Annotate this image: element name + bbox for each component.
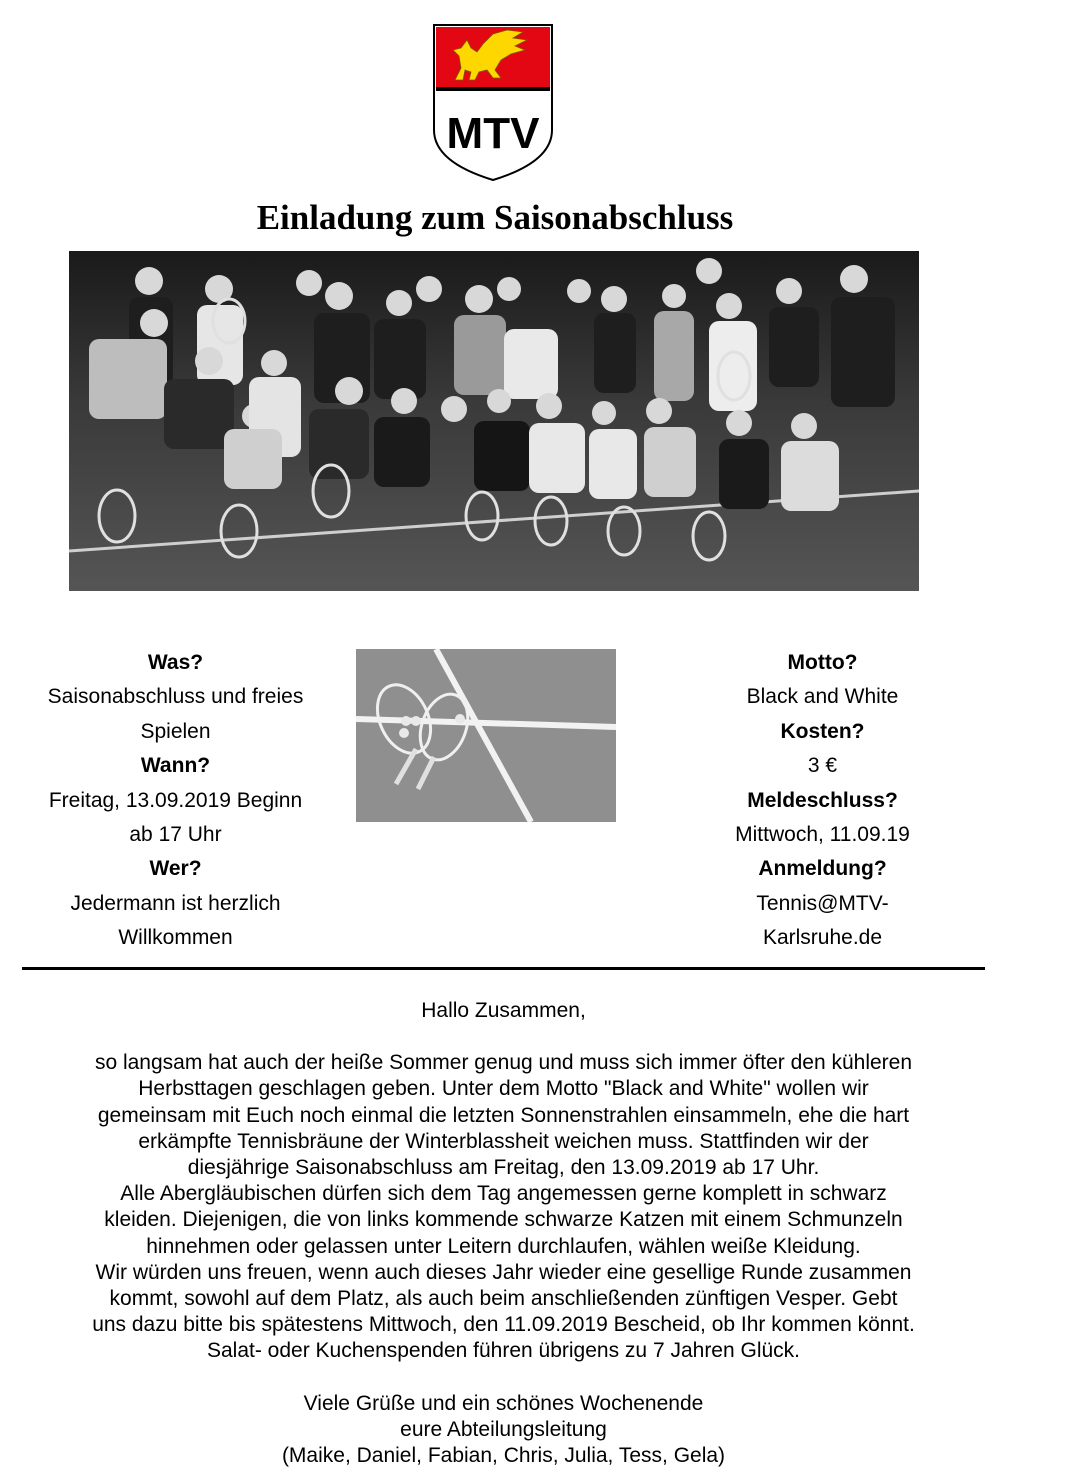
anmeldung-email-line2[interactable]: Karlsruhe.de	[762, 926, 883, 950]
was-value-line1: Saisonabschluss und freies	[47, 685, 304, 709]
letter-line: Wir würden uns freuen, wenn auch dieses Jahr wieder eine gesellige Runde zusammen	[95, 1260, 912, 1284]
anmeldung-email-line1[interactable]: Tennis@MTV-	[756, 891, 889, 915]
was-value-line2: Spielen	[140, 719, 211, 743]
was-label: Was?	[147, 651, 204, 674]
group-photo	[69, 251, 919, 591]
info-left-column	[22, 646, 329, 956]
kosten-label: Kosten?	[780, 719, 865, 743]
meldeschluss-value: Mittwoch, 11.09.19	[735, 823, 910, 847]
wann-value-line2: ab 17 Uhr	[129, 823, 222, 847]
wann-value-line1: Freitag, 13.09.2019 Beginn	[48, 788, 303, 812]
closing-line: eure Abteilungsleitung	[400, 1417, 607, 1441]
letter-line: diesjährige Saisonabschluss am Freitag, den 13.09.2019 ab 17 Uhr.	[187, 1156, 820, 1180]
divider	[22, 967, 985, 970]
signature-names: (Maike, Daniel, Fabian, Chris, Julia, Tess, Gela)	[281, 1444, 726, 1468]
closing-line: Viele Grüße und ein schönes Wochenende	[303, 1391, 704, 1415]
letter-line: Alle Abergläubischen dürfen sich dem Tag angemessen gerne komplett in schwarz	[120, 1182, 887, 1206]
motto-label: Motto?	[787, 651, 858, 674]
letter-line: Salat- oder Kuchenspenden führen übrigens zu 7 Jahren Glück.	[206, 1339, 801, 1363]
wann-label: Wann?	[140, 754, 211, 778]
page-title: Einladung zum Saisonabschluss	[256, 198, 734, 237]
letter-line: hinnehmen oder gelassen unter Leitern durchlaufen, wählen weiße Kleidung.	[146, 1234, 861, 1258]
letter-body	[22, 998, 985, 1469]
letter-line: so langsam hat auch der heiße Sommer genug und muss sich immer öfter den kühleren	[94, 1051, 913, 1075]
letter-line: kleiden. Diejenigen, die von links kommende schwarze Katzen mit einem Schmunzeln	[104, 1208, 903, 1232]
anmeldung-label: Anmeldung?	[758, 857, 887, 881]
wer-value-line1: Jedermann ist herzlich	[70, 891, 281, 915]
letter-line: kommt, sowohl auf dem Platz, als auch beim anschließenden zünftigen Vesper. Gebt	[109, 1287, 898, 1311]
letter-line: gemeinsam mit Euch noch einmal die letzten Sonnenstrahlen einsammeln, ehe die hart	[97, 1103, 910, 1127]
mtv-logo	[431, 22, 555, 182]
meldeschluss-label: Meldeschluss?	[747, 788, 898, 812]
greeting: Hallo Zusammen,	[421, 999, 586, 1022]
motto-value: Black and White	[746, 685, 899, 709]
info-right-column	[680, 646, 965, 956]
wer-label: Wer?	[149, 857, 202, 881]
svg-text:MTV: MTV	[446, 109, 540, 158]
letter-line: Herbsttagen geschlagen geben. Unter dem Motto "Black and White" wollen wir	[138, 1077, 869, 1101]
letter-line: uns dazu bitte bis spätestens Mittwoch, den 11.09.2019 Bescheid, ob Ihr kommen könnt.	[92, 1313, 915, 1337]
kosten-value: 3 €	[807, 754, 838, 778]
letter-line: erkämpfte Tennisbräune der Winterblassheit weichen muss. Stattfinden wir der	[138, 1129, 869, 1153]
wer-value-line2: Willkommen	[118, 926, 233, 950]
tennis-rackets-photo	[356, 649, 616, 822]
